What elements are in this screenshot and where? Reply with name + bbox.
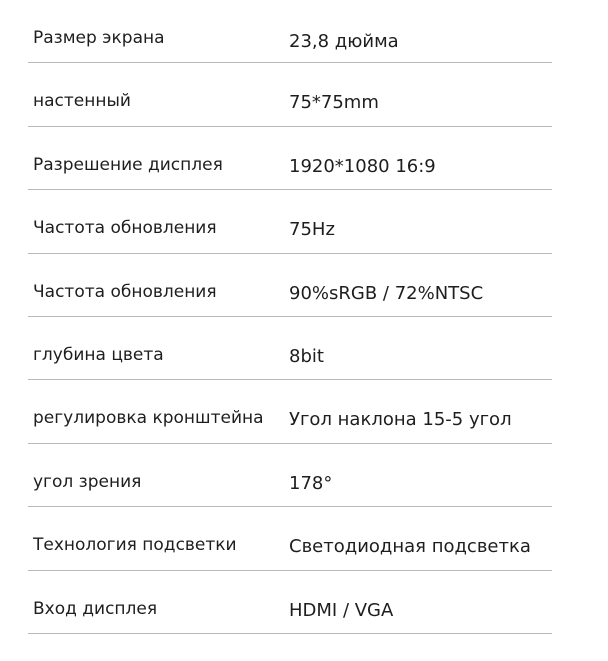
spec-row-backlight <box>28 507 552 570</box>
spec-value: 75*75mm <box>289 92 379 114</box>
spec-row-wall-mount <box>28 63 552 126</box>
spec-row-color-gamut <box>28 254 552 317</box>
spec-label: Частота обновления <box>33 218 217 239</box>
spec-row-resolution <box>28 127 552 190</box>
spec-value: 75Hz <box>289 219 335 241</box>
spec-value: 23,8 дюйма <box>289 31 399 52</box>
spec-value: 178° <box>289 472 333 494</box>
spec-row-display-input <box>28 571 552 634</box>
spec-table <box>28 0 552 634</box>
spec-label: Размер экрана <box>33 28 165 48</box>
spec-row-color-depth <box>28 317 552 380</box>
spec-row-stand-adjustment <box>28 380 552 443</box>
spec-label: Частота обновления <box>33 281 217 302</box>
spec-row-screen-size <box>28 0 552 63</box>
spec-label: настенный <box>33 91 131 112</box>
spec-value: Светодиодная подсветка <box>289 536 531 558</box>
spec-label: Вход дисплея <box>33 598 158 619</box>
spec-label: угол зрения <box>33 471 142 492</box>
spec-row-viewing-angle <box>28 444 552 507</box>
spec-value: 8bit <box>289 345 324 367</box>
spec-label: Разрешение дисплея <box>33 154 223 175</box>
spec-label: Технология подсветки <box>33 535 237 556</box>
spec-label: регулировка кронштейна <box>33 408 264 429</box>
spec-row-refresh-rate <box>28 190 552 253</box>
spec-value: Угол наклона 15-5 угол <box>289 409 512 431</box>
spec-value: 1920*1080 16:9 <box>289 155 436 177</box>
spec-value: HDMI / VGA <box>289 599 394 621</box>
spec-value: 90%sRGB / 72%NTSC <box>289 282 484 304</box>
spec-label: глубина цвета <box>33 344 164 365</box>
